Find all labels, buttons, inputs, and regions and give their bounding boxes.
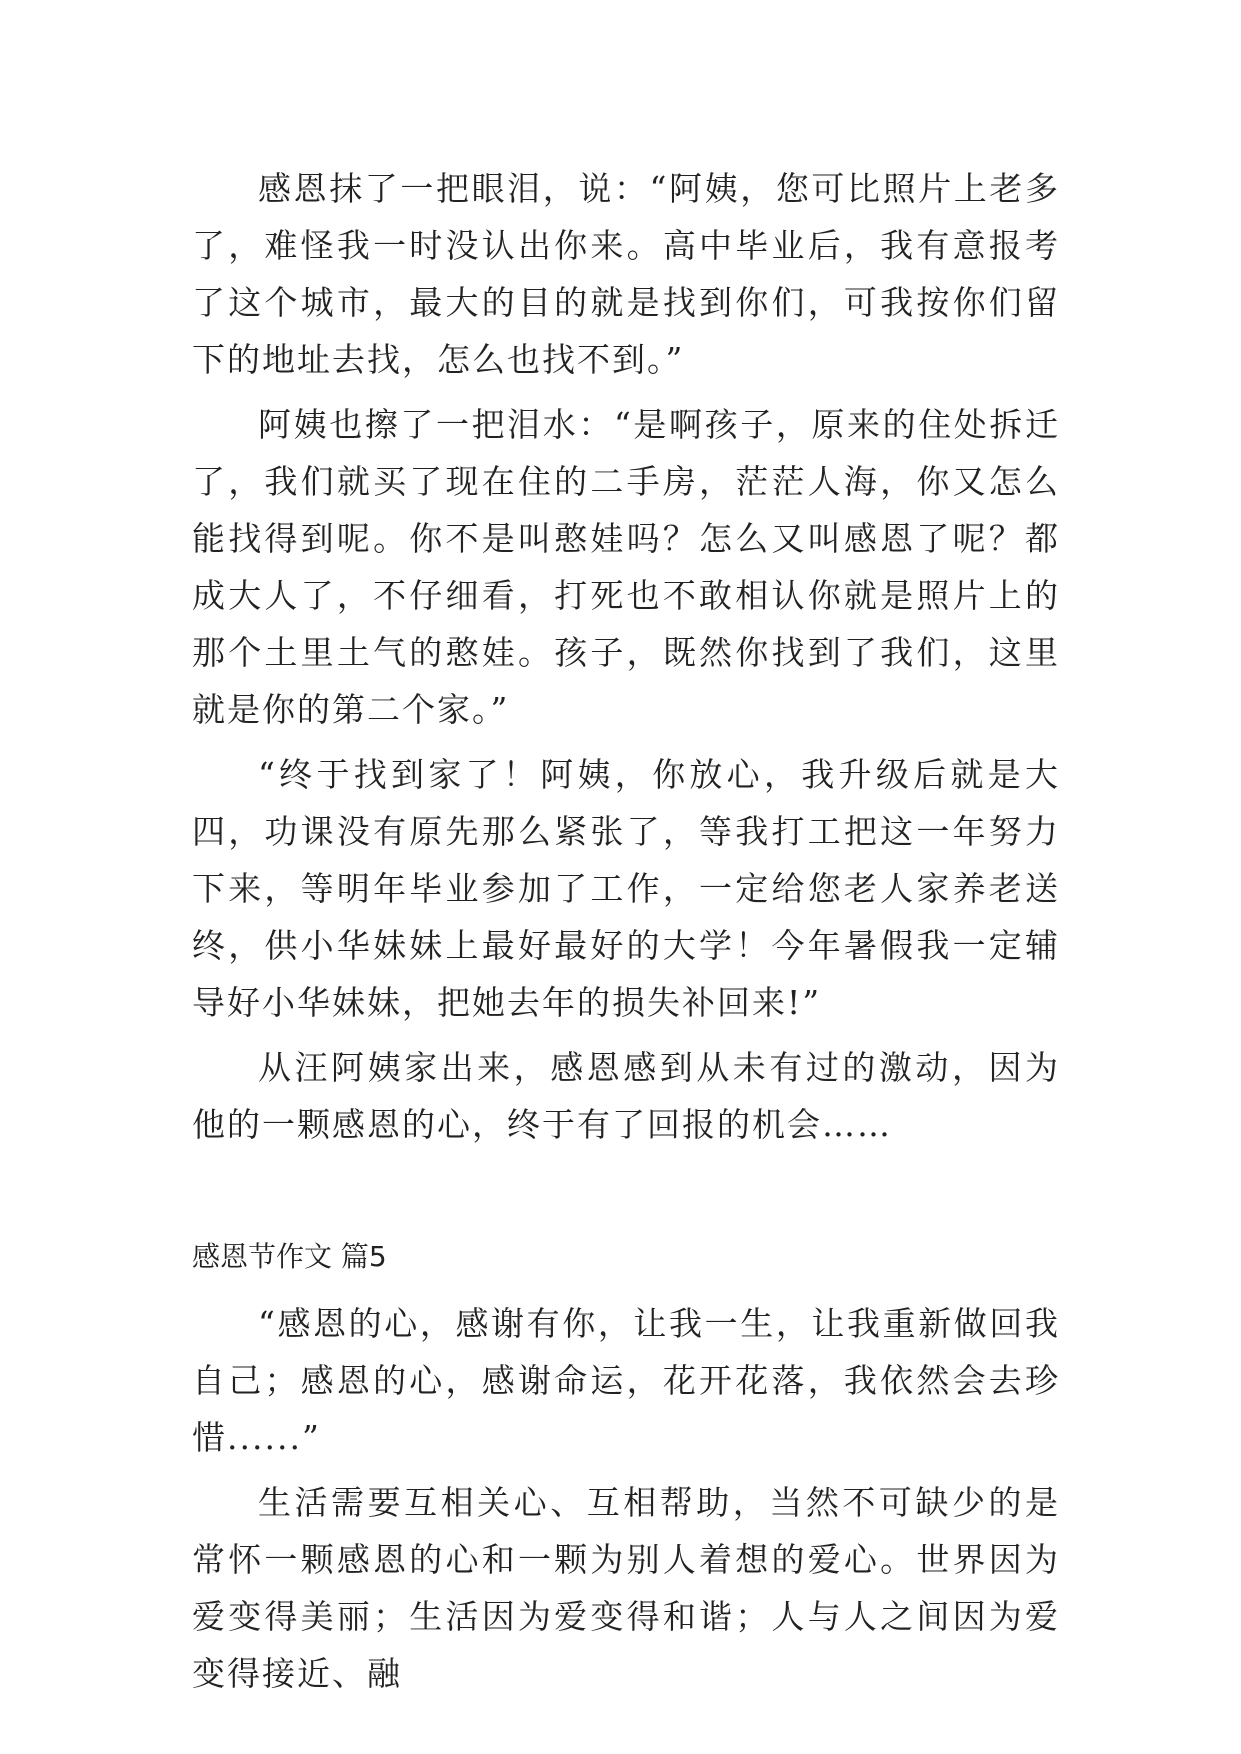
document-body bbox=[192, 160, 1060, 1710]
paragraph: 阿姨也擦了一把泪水：“是啊孩子，原来的住处拆迁了，我们就买了现在住的二手房，茫茫人海，你又怎么能找得到呢。你不是叫憨娃吗？怎么又叫感恩了呢？都成大人了，不仔细看，打死也不敢相认你就是照片上的那个土里土气的憨娃。孩子，既然你找到了我们，这里就是你的第二个家。” bbox=[192, 405, 1060, 729]
paragraph: 生活需要互相关心、互相帮助，当然不可缺少的是常怀一颗感恩的心和一颗为别人着想的爱心。世界因为爱变得美丽；生活因为爱变得和谐；人与人之间因为爱变得接近、融 bbox=[192, 1483, 1060, 1693]
paragraph: 感恩抹了一把眼泪，说：“阿姨，您可比照片上老多了，难怪我一时没认出你来。高中毕业后，我有意报考了这个城市，最大的目的就是找到你们，可我按你们留下的地址去找，怎么也找不到。” bbox=[192, 169, 1060, 379]
paragraph: “感恩的心，感谢有你，让我一生，让我重新做回我自己；感恩的心，感谢命运，花开花落，我依然会去珍惜......” bbox=[192, 1304, 1060, 1457]
paragraph: “终于找到家了！阿姨，你放心，我升级后就是大四，功课没有原先那么紧张了，等我打工把这一年努力下来，等明年毕业参加了工作，一定给您老人家养老送终，供小华妹妹上最好最好的大学！今年暑假我一定辅导好小华妹妹，把她去年的损失补回来!” bbox=[192, 755, 1060, 1022]
paragraph: 从汪阿姨家出来，感恩感到从未有过的激动，因为他的一颗感恩的心，终于有了回报的机会…… bbox=[192, 1048, 1060, 1144]
section-heading: 感恩节作文 篇5 bbox=[192, 1240, 387, 1273]
